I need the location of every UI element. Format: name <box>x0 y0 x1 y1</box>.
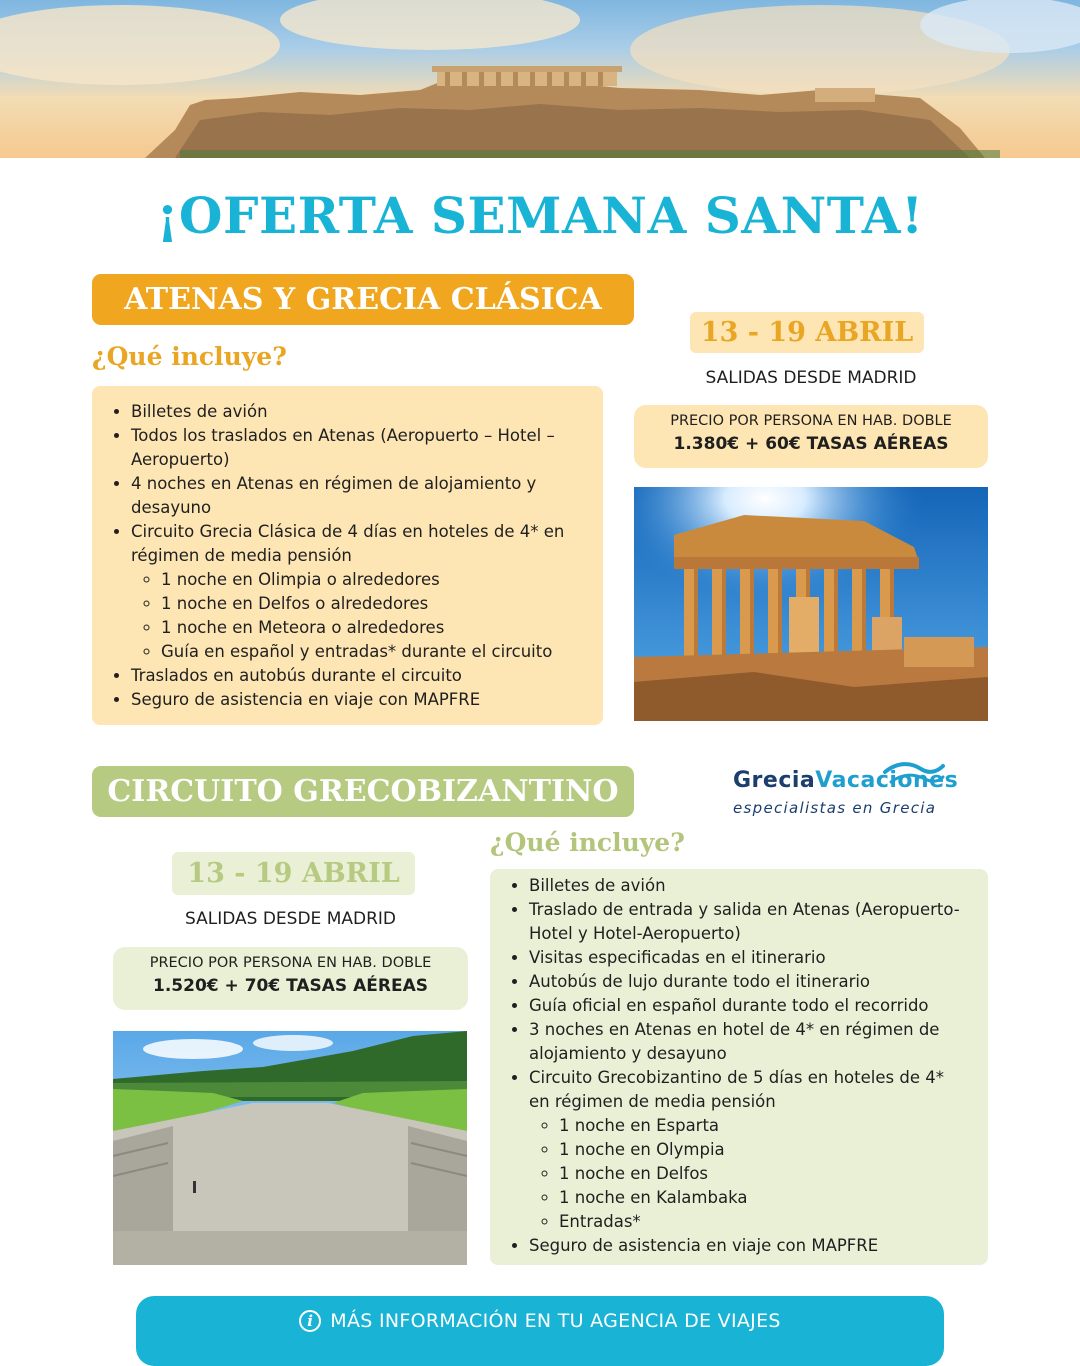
list-item: • Billetes de avión <box>131 400 571 424</box>
sub-list-item: ◦ 1 noche en Delfos o alrededores <box>161 592 601 616</box>
tour2-name: CIRCUITO GRECOBIZANTINO <box>107 774 619 809</box>
tour2-dates: 13 - 19 ABRIL <box>172 852 415 895</box>
tour1-includes-heading: ¿Qué incluye? <box>92 342 287 371</box>
list-item: • Guía oficial en español durante todo el recorrido <box>529 994 969 1018</box>
tour2-includes-list <box>490 869 969 1258</box>
page-title: ¡OFERTA SEMANA SANTA! <box>156 186 924 245</box>
logo-name-part1: Grecia <box>733 768 816 793</box>
tour1-name-banner <box>92 274 634 325</box>
sub-list-item: ◦ 1 noche en Olympia <box>559 1138 999 1162</box>
tour2-sublist <box>529 1114 999 1234</box>
ancient-stadium-photo <box>113 1031 467 1265</box>
sub-list-item: ◦ 1 noche en Kalambaka <box>559 1186 999 1210</box>
sub-list-item: ◦ 1 noche en Meteora o alrededores <box>161 616 601 640</box>
more-info-text: MÁS INFORMACIÓN EN TU AGENCIA DE VIAJES <box>330 1310 781 1332</box>
tour2-departure: SALIDAS DESDE MADRID <box>185 909 396 929</box>
more-info-content[interactable] <box>136 1310 944 1332</box>
tour1-includes-box <box>92 386 603 725</box>
list-item <box>529 1066 969 1234</box>
list-item: • Seguro de asistencia en viaje con MAPFRE <box>529 1234 969 1258</box>
tour2-includes-box <box>490 869 988 1265</box>
logo-name <box>733 768 958 793</box>
list-item: • Todos los traslados en Atenas (Aeropuerto – Hotel – Aeropuerto) <box>131 424 571 472</box>
list-item: • Visitas especificadas en el itinerario <box>529 946 969 970</box>
list-item-text: Circuito Grecobizantino de 5 días en hoteles de 4* en régimen de media pensión <box>529 1068 944 1111</box>
info-icon: i <box>299 1310 321 1332</box>
tour1-departure: SALIDAS DESDE MADRID <box>705 368 917 388</box>
tour1-price: 1.380€ + 60€ TASAS AÉREAS <box>673 434 949 454</box>
tour2-name-banner <box>92 766 634 817</box>
list-item: • Seguro de asistencia en viaje con MAPFRE <box>131 688 571 712</box>
list-item: • 4 noches en Atenas en régimen de alojamiento y desayuno <box>131 472 571 520</box>
tour1-dates: 13 - 19 ABRIL <box>690 312 924 353</box>
logo-tagline: especialistas en Grecia <box>733 799 937 817</box>
list-item: • Billetes de avión <box>529 874 969 898</box>
hero-banner-image <box>0 0 1080 158</box>
list-item: • Traslado de entrada y salida en Atenas (Aeropuerto-Hotel y Hotel-Aeropuerto) <box>529 898 969 946</box>
more-info-banner[interactable] <box>136 1296 944 1366</box>
grecia-vacaciones-logo <box>733 760 959 820</box>
list-item: • 3 noches en Atenas en hotel de 4* en régimen de alojamiento y desayuno <box>529 1018 969 1066</box>
list-item: • Traslados en autobús durante el circuito <box>131 664 571 688</box>
tour1-includes-list <box>92 386 571 712</box>
list-item-text: Circuito Grecia Clásica de 4 días en hoteles de 4* en régimen de media pensión <box>131 522 565 565</box>
sub-list-item: ◦ 1 noche en Delfos <box>559 1162 999 1186</box>
logo-name-part2: Vacaciones <box>815 768 959 793</box>
sub-list-item: ◦ Entradas* <box>559 1210 999 1234</box>
tour1-price-box <box>634 405 988 468</box>
tour1-sublist <box>131 568 601 664</box>
tour1-name: ATENAS Y GRECIA CLÁSICA <box>124 282 602 317</box>
tour1-price-label: PRECIO POR PERSONA EN HAB. DOBLE <box>670 413 952 429</box>
sub-list-item: ◦ 1 noche en Olimpia o alrededores <box>161 568 601 592</box>
sub-list-item: ◦ Guía en español y entradas* durante el circuito <box>161 640 601 664</box>
list-item: • Autobús de lujo durante todo el itinerario <box>529 970 969 994</box>
tour2-price-box <box>113 947 468 1010</box>
sub-list-item: ◦ 1 noche en Esparta <box>559 1114 999 1138</box>
list-item <box>131 520 571 664</box>
tour2-includes-heading: ¿Qué incluye? <box>490 828 685 857</box>
tour2-price: 1.520€ + 70€ TASAS AÉREAS <box>153 976 428 996</box>
parthenon-photo <box>634 487 988 721</box>
tour2-price-label: PRECIO POR PERSONA EN HAB. DOBLE <box>149 955 432 971</box>
